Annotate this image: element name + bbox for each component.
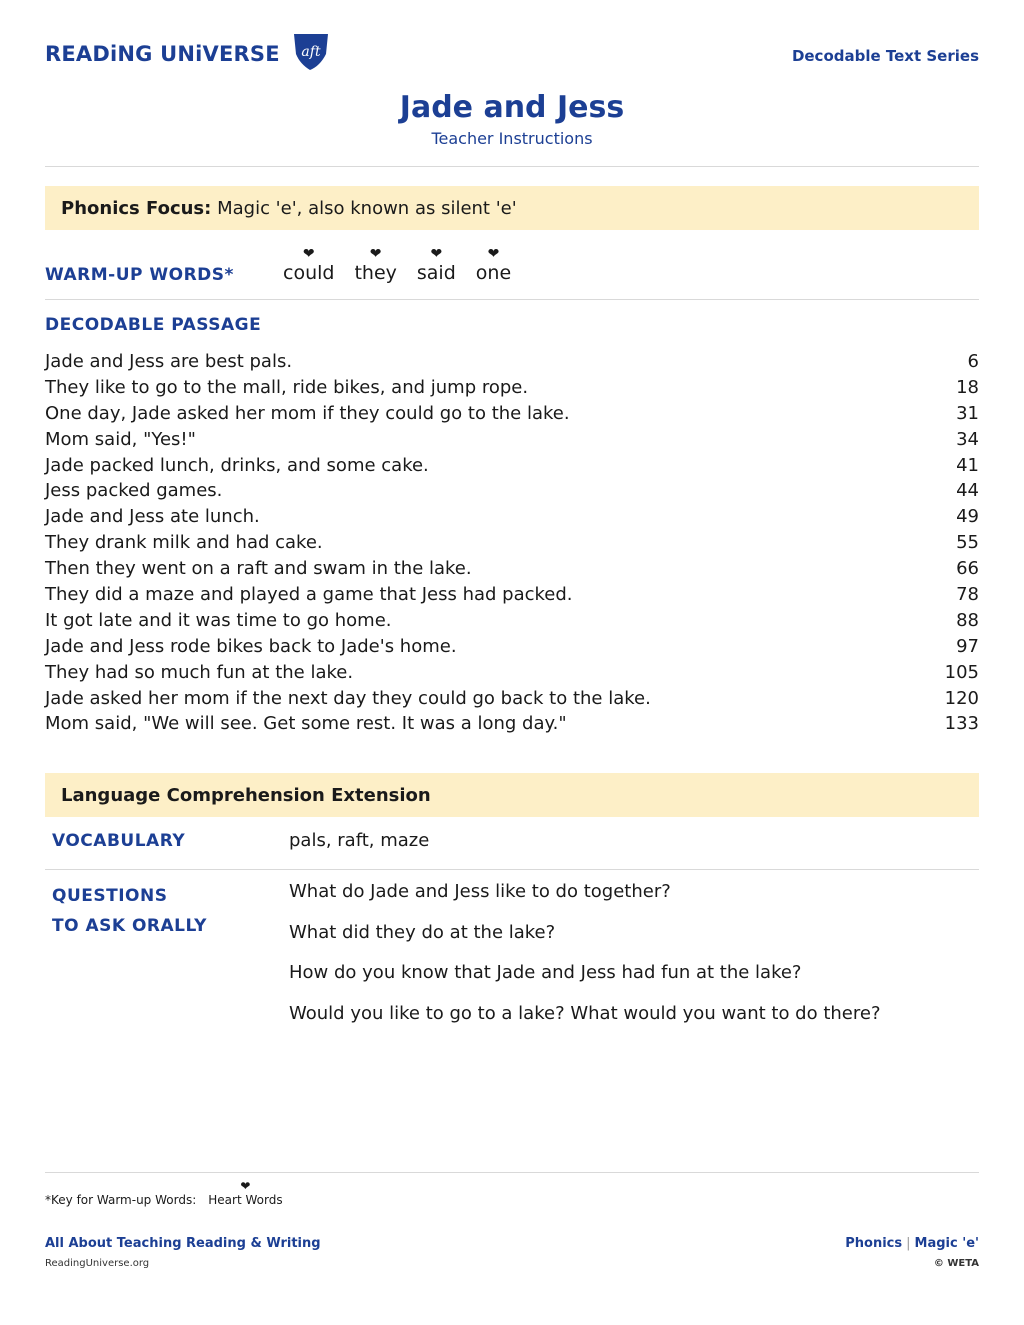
key-label: *Key for Warm-up Words:: [45, 1193, 197, 1207]
heart-icon: ❤: [487, 246, 500, 262]
phonics-focus-label: Phonics Focus:: [61, 197, 212, 219]
word-count: 18: [956, 376, 979, 398]
line-text: Jade packed lunch, drinks, and some cake.: [45, 454, 429, 476]
word-count: 31: [956, 402, 979, 424]
warmup-word: [417, 246, 456, 284]
warmup-key: [45, 1180, 283, 1207]
word-count: 97: [956, 635, 979, 657]
warmup-word-text: said: [416, 262, 456, 284]
warmup-word: [476, 246, 511, 284]
language-comprehension-band: [45, 773, 979, 817]
passage-line: [45, 711, 979, 737]
word-count: 105: [944, 661, 979, 683]
page-title: Jade and Jess: [399, 90, 625, 125]
footer-category-1: Phonics: [845, 1236, 903, 1251]
passage-line: [45, 453, 979, 479]
heart-icon: ❤: [302, 246, 315, 262]
passage-line: [45, 401, 979, 427]
line-text: It got late and it was time to go home.: [45, 609, 392, 631]
language-comprehension-heading: Language Comprehension Extension: [61, 784, 431, 806]
divider: [45, 869, 979, 870]
passage-line: [45, 686, 979, 712]
word-count: 49: [956, 506, 979, 528]
decodable-passage: [45, 349, 979, 737]
questions-list: [289, 878, 881, 1040]
aft-shield-icon: [290, 32, 332, 76]
phonics-focus-band: [45, 186, 979, 230]
footer-copyright: © WETA: [933, 1258, 979, 1269]
vocabulary-label: VOCABULARY: [52, 831, 186, 851]
reading-universe-logo: [45, 34, 332, 74]
passage-line: [45, 582, 979, 608]
line-text: Jade asked her mom if the next day they could go back to the lake.: [45, 687, 651, 709]
line-text: Jess packed games.: [45, 480, 223, 502]
passage-line: [45, 504, 979, 530]
line-text: Jade and Jess ate lunch.: [45, 506, 260, 528]
word-count: 120: [944, 687, 979, 709]
divider: [45, 299, 979, 300]
footer-url: ReadingUniverse.org: [45, 1258, 150, 1269]
footer-separator: |: [906, 1236, 911, 1251]
logo-text: READiNG UNiVERSE: [45, 42, 280, 66]
line-text: Jade and Jess rode bikes back to Jade's home.: [45, 635, 457, 657]
line-text: They did a maze and played a game that Jess had packed.: [45, 584, 573, 606]
question: How do you know that Jade and Jess had fun at the lake?: [289, 962, 802, 983]
footer-divider: [45, 1172, 979, 1173]
passage-line: [45, 608, 979, 634]
warmup-word-text: one: [475, 262, 512, 284]
word-count: 78: [956, 584, 979, 606]
logo-badge-text: aft: [301, 44, 321, 60]
phonics-focus-value: Magic 'e', also known as silent 'e': [217, 197, 517, 219]
passage-line: [45, 478, 979, 504]
warmup-word-text: they: [354, 262, 397, 284]
footer-tagline: All About Teaching Reading & Writing: [45, 1236, 321, 1251]
passage-line: [45, 634, 979, 660]
footer-left: [45, 1236, 321, 1269]
line-text: Mom said, "Yes!": [45, 428, 196, 450]
series-label: Decodable Text Series: [791, 47, 979, 65]
warmup-word: [354, 246, 396, 284]
footer-category-2: Magic 'e': [914, 1236, 979, 1251]
line-text: Then they went on a raft and swam in the lake.: [45, 558, 472, 580]
questions-label-line: TO ASK ORALLY: [52, 916, 207, 936]
word-count: 6: [967, 351, 979, 372]
key-heart-words: [208, 1180, 282, 1207]
line-text: Jade and Jess are best pals.: [45, 351, 293, 372]
questions-label-line: QUESTIONS: [52, 886, 168, 906]
vocabulary-words: pals, raft, maze: [289, 830, 430, 851]
passage-line: [45, 556, 979, 582]
heart-icon: ❤: [369, 246, 382, 262]
key-heart-label: Heart Words: [208, 1193, 283, 1207]
warmup-word: [283, 246, 334, 284]
word-count: 44: [956, 480, 979, 502]
footer-category: [845, 1236, 979, 1251]
heart-icon: ❤: [430, 246, 443, 262]
passage-line: [45, 530, 979, 556]
line-text: They drank milk and had cake.: [45, 532, 323, 554]
heart-icon: ❤: [240, 1179, 251, 1193]
question: What did they do at the lake?: [289, 921, 556, 943]
divider: [45, 166, 979, 167]
word-count: 34: [956, 428, 979, 450]
passage-line: [45, 427, 979, 453]
decodable-passage-label: DECODABLE PASSAGE: [45, 315, 262, 335]
line-text: They like to go to the mall, ride bikes, and jump rope.: [45, 376, 529, 398]
word-count: 55: [956, 532, 979, 554]
warmup-words-list: [283, 246, 511, 284]
line-text: Mom said, "We will see. Get some rest. It was a long day.": [45, 713, 567, 735]
word-count: 88: [956, 609, 979, 631]
warmup-words-label: WARM-UP WORDS*: [45, 265, 234, 285]
word-count: 66: [956, 558, 979, 580]
footer-right: [845, 1236, 979, 1269]
word-count: 133: [944, 713, 979, 735]
line-text: They had so much fun at the lake.: [45, 661, 354, 683]
passage-line: [45, 375, 979, 401]
question: What do Jade and Jess like to do together?: [289, 881, 671, 902]
passage-line: [45, 349, 979, 375]
word-count: 41: [956, 454, 979, 476]
questions-label: [52, 881, 207, 941]
line-text: One day, Jade asked her mom if they could go to the lake.: [45, 402, 570, 424]
question: Would you like to go to a lake? What would you want to do there?: [289, 1002, 881, 1024]
page-subtitle: Teacher Instructions: [431, 129, 593, 148]
warmup-word-text: could: [283, 262, 335, 284]
passage-line: [45, 660, 979, 686]
